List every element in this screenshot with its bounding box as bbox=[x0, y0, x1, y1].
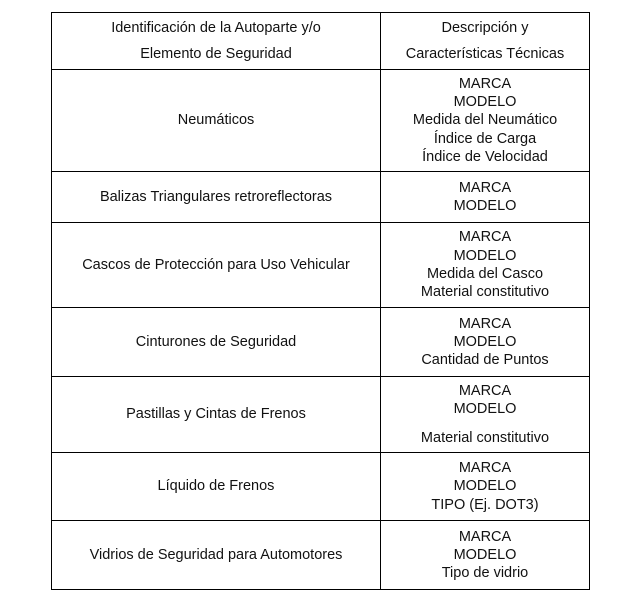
table-row bbox=[52, 172, 590, 223]
description-line: Cantidad de Puntos bbox=[421, 352, 549, 369]
description-line: MODELO bbox=[453, 333, 517, 350]
description-line: MARCA bbox=[458, 179, 512, 196]
description-line: Tipo de vidrio bbox=[441, 565, 529, 582]
description-cell bbox=[381, 223, 590, 308]
description-line: MODELO bbox=[453, 546, 517, 563]
table-row bbox=[52, 453, 590, 521]
item-cell: Líquido de Frenos bbox=[52, 453, 381, 521]
description-line: MARCA bbox=[458, 460, 512, 477]
item-cell: Cascos de Protección para Uso Vehicular bbox=[52, 223, 381, 308]
description-line: MODELO bbox=[453, 247, 517, 264]
header-cell-description bbox=[381, 13, 590, 70]
description-line: Índice de Carga bbox=[433, 130, 537, 147]
description-line: Índice de Velocidad bbox=[422, 148, 548, 165]
table-row bbox=[52, 308, 590, 377]
header-cell-item bbox=[52, 13, 381, 70]
header-text: Elemento de Seguridad bbox=[140, 46, 292, 62]
description-line: TIPO (Ej. DOT3) bbox=[431, 496, 539, 513]
table-row bbox=[52, 70, 590, 172]
table-row bbox=[52, 521, 590, 590]
table-row bbox=[52, 223, 590, 308]
table-header-row bbox=[52, 13, 590, 70]
description-spacer bbox=[385, 419, 585, 429]
description-line: MODELO bbox=[453, 478, 517, 495]
description-line: MARCA bbox=[458, 229, 512, 246]
description-cell bbox=[381, 521, 590, 590]
description-line: MARCA bbox=[458, 528, 512, 545]
description-line: MODELO bbox=[453, 401, 517, 418]
item-cell: Cinturones de Seguridad bbox=[52, 308, 381, 377]
item-cell: Neumáticos bbox=[52, 70, 381, 172]
description-line: MARCA bbox=[458, 315, 512, 332]
description-line: Medida del Casco bbox=[426, 266, 544, 282]
description-cell bbox=[381, 453, 590, 521]
item-cell: Balizas Triangulares retroreflectoras bbox=[52, 172, 381, 223]
description-line: MARCA bbox=[458, 75, 512, 92]
item-cell: Vidrios de Seguridad para Automotores bbox=[52, 521, 381, 590]
table-row bbox=[52, 377, 590, 453]
description-cell bbox=[381, 308, 590, 377]
description-cell bbox=[381, 377, 590, 453]
description-line: MODELO bbox=[453, 198, 517, 214]
header-text: Identificación de la Autoparte y/o bbox=[111, 20, 321, 36]
description-line: MODELO bbox=[453, 94, 517, 111]
item-cell: Pastillas y Cintas de Frenos bbox=[52, 377, 381, 453]
header-text: Características Técnicas bbox=[405, 46, 565, 62]
description-line: Medida del Neumático bbox=[412, 112, 558, 129]
header-text: Descripción y bbox=[441, 20, 529, 36]
description-line: Material constitutivo bbox=[420, 429, 550, 446]
description-cell bbox=[381, 70, 590, 172]
description-line: MARCA bbox=[458, 383, 512, 400]
description-line: Material constitutivo bbox=[420, 284, 550, 301]
autopartes-table bbox=[51, 12, 590, 590]
description-cell bbox=[381, 172, 590, 223]
